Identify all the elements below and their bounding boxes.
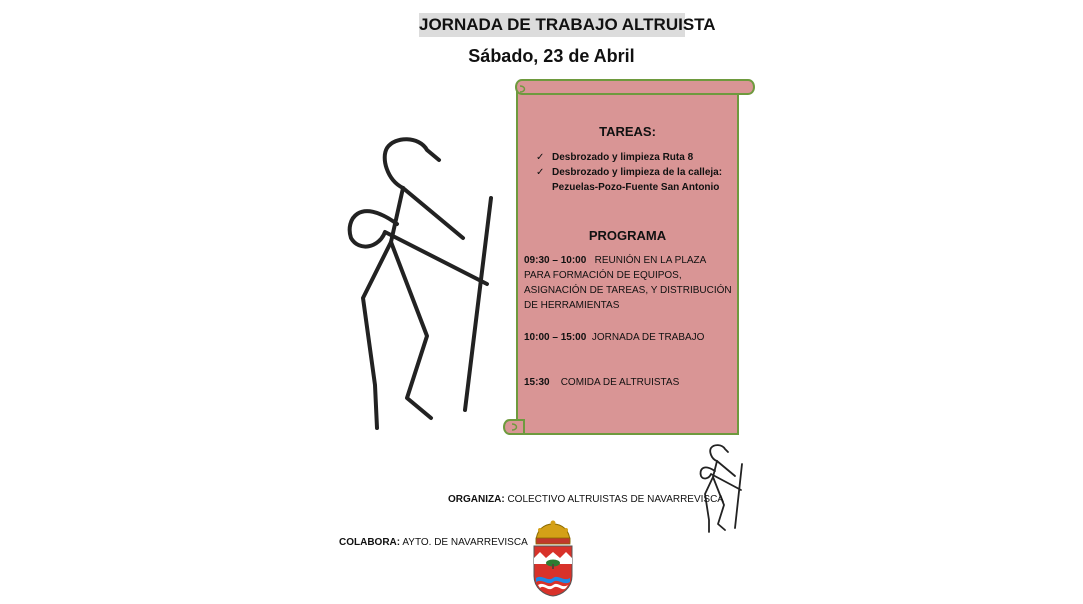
programa-item: 10:00 – 15:00 JORNADA DE TRABAJO: [524, 332, 705, 343]
coat-of-arms-icon: [530, 518, 576, 598]
colabora-line: COLABORA: AYTO. DE NAVARREVISCA: [339, 537, 528, 548]
list-item: ✓ Desbrozado y limpieza de la calleja: Pezuelas-Pozo-Fuente San Antonio: [536, 167, 723, 193]
hiker-illustration: [335, 130, 505, 435]
tareas-list: [536, 150, 736, 195]
page-title: JORNADA DE TRABAJO ALTRUISTA: [419, 13, 685, 37]
scroll-content: [520, 96, 735, 426]
programa-heading: PROGRAMA: [588, 228, 667, 243]
programa-item: 09:30 – 10:00 REUNIÓN EN LA PLAZA PARA FORMACIÓN DE EQUIPOS, ASIGNACIÓN DE TAREAS, Y DISTRIBUCIÓN DE HERRAMIENTAS: [524, 255, 732, 311]
check-icon: ✓: [536, 152, 545, 163]
organiza-line: ORGANIZA: COLECTIVO ALTRUISTAS DE NAVARREVISCA: [448, 494, 724, 505]
hiker-small-illustration: [695, 443, 750, 535]
programa-item: 15:30 COMIDA DE ALTRUISTAS: [524, 377, 680, 388]
list-item: ✓ Desbrozado y limpieza Ruta 8: [536, 152, 694, 163]
event-date: Sábado, 23 de Abril: [468, 46, 635, 66]
check-icon: ✓: [536, 167, 545, 178]
tareas-heading: TAREAS:: [599, 124, 656, 139]
